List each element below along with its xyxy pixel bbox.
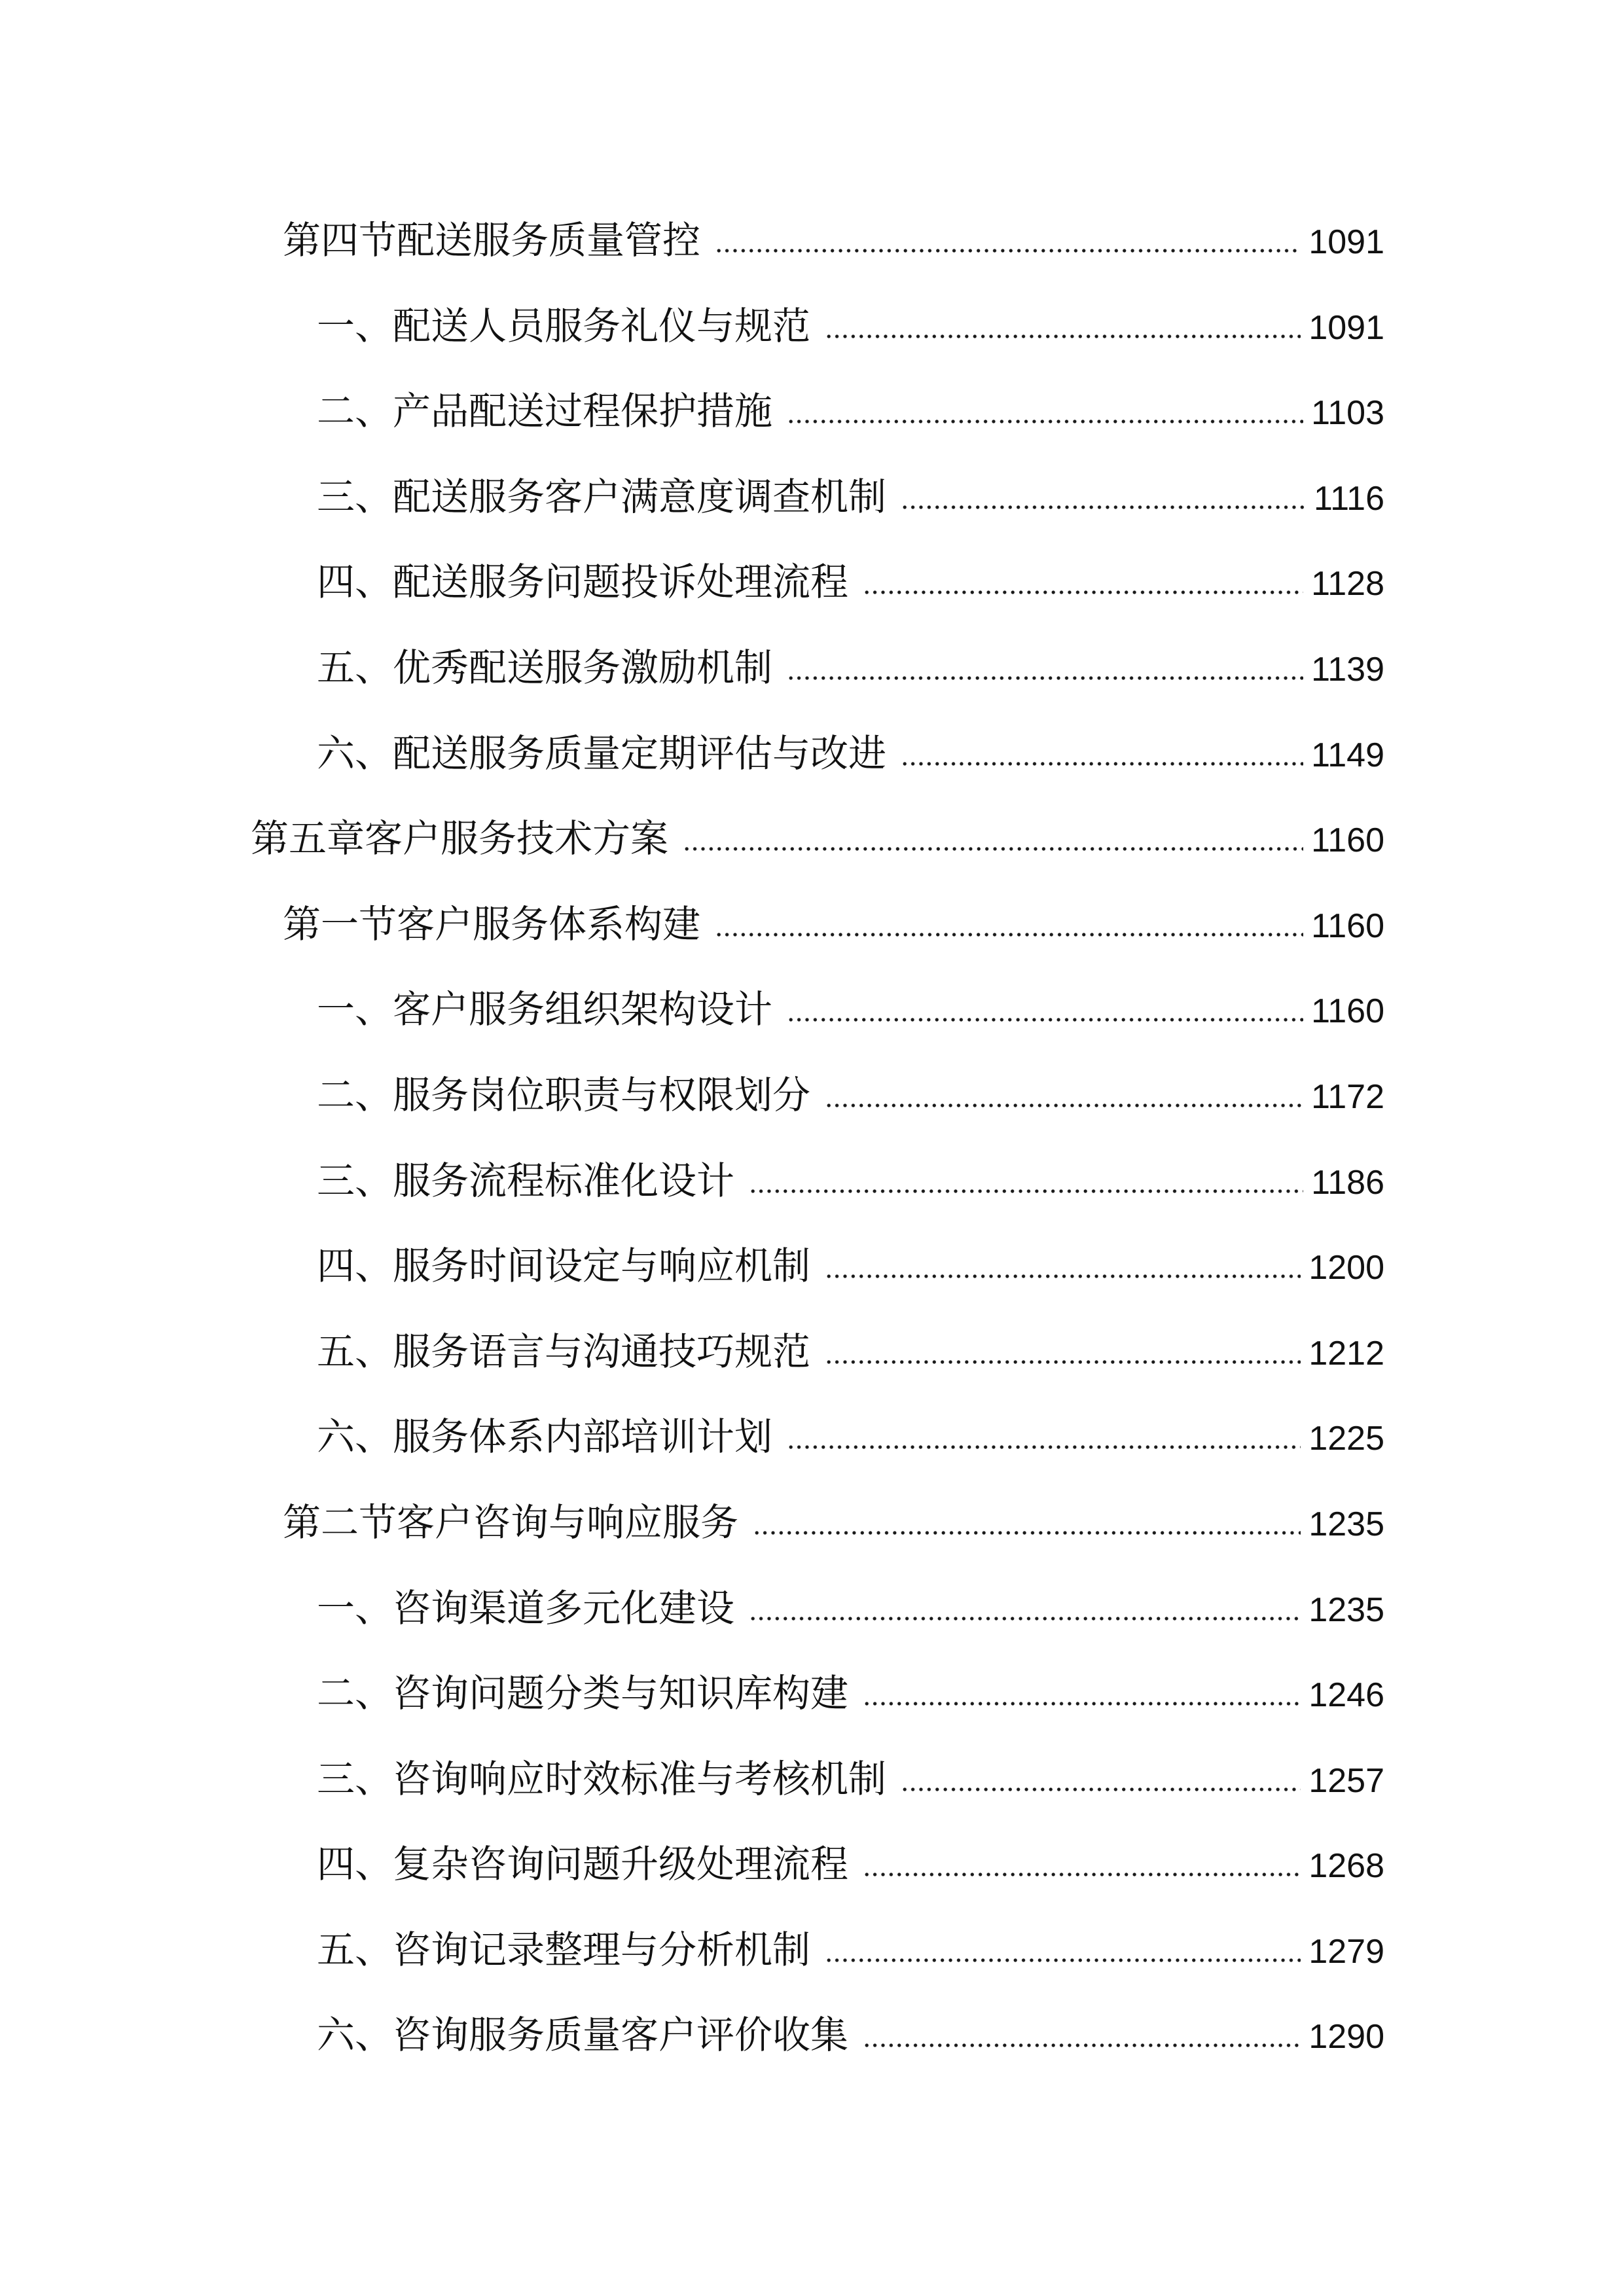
dot-leader (825, 1958, 1301, 1963)
toc-subsection-entry (0, 1309, 1384, 1395)
toc-subsection-entry (0, 368, 1384, 454)
toc-entry-title: 一、配送人员服务礼仪与规范 (317, 303, 811, 348)
toc-entry-title: 三、咨询响应时效标准与考核机制 (317, 1756, 887, 1801)
dot-leader (863, 2043, 1301, 2048)
dot-leader (715, 932, 1303, 937)
dot-leader (749, 1189, 1303, 1194)
toc-entry-page-number: 1235 (1308, 1590, 1384, 1629)
toc-entry-title: 四、复杂咨询问题升级处理流程 (317, 1842, 849, 1887)
toc-entry-page-number: 1128 (1311, 565, 1384, 603)
table-of-contents (0, 198, 1384, 2078)
toc-entry-page-number: 1160 (1311, 821, 1384, 860)
toc-entry-page-number: 1091 (1308, 223, 1384, 261)
dot-leader (863, 1701, 1301, 1706)
toc-section-entry (0, 882, 1384, 967)
toc-entry-page-number: 1290 (1308, 2018, 1384, 2056)
toc-entry-page-number: 1149 (1311, 736, 1384, 774)
dot-leader (787, 675, 1303, 681)
toc-entry-title: 五、优秀配送服务激励机制 (317, 645, 773, 690)
toc-entry-page-number: 1268 (1308, 1847, 1384, 1886)
toc-subsection-entry (0, 283, 1384, 369)
toc-entry-title: 第一节客户服务体系构建 (283, 901, 701, 946)
toc-entry-page-number: 1279 (1308, 1932, 1384, 1971)
toc-entry-title: 三、配送服务客户满意度调查机制 (317, 474, 887, 519)
toc-entry-page-number: 1116 (1314, 479, 1384, 518)
toc-section-entry (0, 198, 1384, 283)
toc-section-entry (0, 1480, 1384, 1566)
toc-entry-title: 五、服务语言与沟通技巧规范 (317, 1329, 811, 1374)
toc-entry-title: 二、产品配送过程保护措施 (317, 389, 773, 434)
toc-entry-title: 六、配送服务质量定期评估与改进 (317, 730, 887, 776)
toc-entry-title: 三、服务流程标准化设计 (317, 1158, 735, 1203)
dot-leader (753, 1530, 1301, 1535)
toc-entry-title: 二、服务岗位职责与权限划分 (317, 1072, 811, 1117)
toc-entry-page-number: 1186 (1311, 1163, 1384, 1202)
toc-entry-title: 六、咨询服务质量客户评价收集 (317, 2013, 849, 2058)
dot-leader (863, 590, 1303, 595)
dot-leader (901, 761, 1303, 766)
dot-leader (715, 248, 1301, 253)
toc-entry-title: 一、客户服务组织架构设计 (317, 987, 773, 1032)
toc-entry-page-number: 1246 (1308, 1676, 1384, 1715)
dot-leader (863, 1872, 1301, 1877)
toc-subsection-entry (0, 539, 1384, 625)
toc-entry-page-number: 1225 (1308, 1420, 1384, 1458)
toc-subsection-entry (0, 1907, 1384, 1993)
dot-leader (825, 1274, 1301, 1279)
toc-entry-title: 二、咨询问题分类与知识库构建 (317, 1671, 849, 1716)
toc-entry-title: 一、咨询渠道多元化建设 (317, 1585, 735, 1630)
toc-chapter-entry (0, 796, 1384, 882)
toc-subsection-entry (0, 1992, 1384, 2078)
toc-subsection-entry (0, 1138, 1384, 1224)
toc-entry-page-number: 1235 (1308, 1505, 1384, 1543)
dot-leader (825, 334, 1301, 339)
toc-subsection-entry (0, 1394, 1384, 1480)
dot-leader (901, 1787, 1301, 1792)
toc-entry-page-number: 1139 (1311, 650, 1384, 689)
toc-subsection-entry (0, 625, 1384, 711)
toc-subsection-entry (0, 967, 1384, 1052)
toc-subsection-entry (0, 711, 1384, 797)
dot-leader (787, 1444, 1301, 1450)
toc-entry-page-number: 1212 (1308, 1334, 1384, 1372)
toc-entry-title: 四、配送服务问题投诉处理流程 (317, 560, 849, 605)
toc-entry-page-number: 1172 (1311, 1077, 1384, 1116)
toc-entry-title: 六、服务体系内部培训计划 (317, 1414, 773, 1460)
toc-entry-title: 五、咨询记录整理与分析机制 (317, 1927, 811, 1972)
toc-entry-page-number: 1160 (1311, 992, 1384, 1031)
toc-subsection-entry (0, 1736, 1384, 1822)
dot-leader (787, 419, 1303, 424)
dot-leader (825, 1103, 1303, 1108)
toc-entry-page-number: 1200 (1308, 1249, 1384, 1287)
toc-subsection-entry (0, 454, 1384, 540)
toc-subsection-entry (0, 1821, 1384, 1907)
toc-entry-page-number: 1160 (1311, 906, 1384, 945)
dot-leader (901, 505, 1306, 510)
toc-entry-page-number: 1257 (1308, 1761, 1384, 1800)
dot-leader (749, 1616, 1301, 1621)
toc-subsection-entry (0, 1223, 1384, 1309)
toc-entry-page-number: 1103 (1311, 394, 1384, 433)
toc-subsection-entry (0, 1566, 1384, 1651)
dot-leader (683, 846, 1303, 852)
toc-subsection-entry (0, 1651, 1384, 1736)
dot-leader (825, 1359, 1301, 1365)
toc-entry-title: 四、服务时间设定与响应机制 (317, 1244, 811, 1289)
toc-entry-title: 第五章客户服务技术方案 (251, 816, 669, 861)
toc-entry-title: 第二节客户咨询与响应服务 (283, 1499, 739, 1545)
toc-entry-page-number: 1091 (1308, 308, 1384, 347)
toc-subsection-entry (0, 1052, 1384, 1138)
dot-leader (787, 1017, 1303, 1022)
toc-entry-title: 第四节配送服务质量管控 (283, 218, 701, 262)
